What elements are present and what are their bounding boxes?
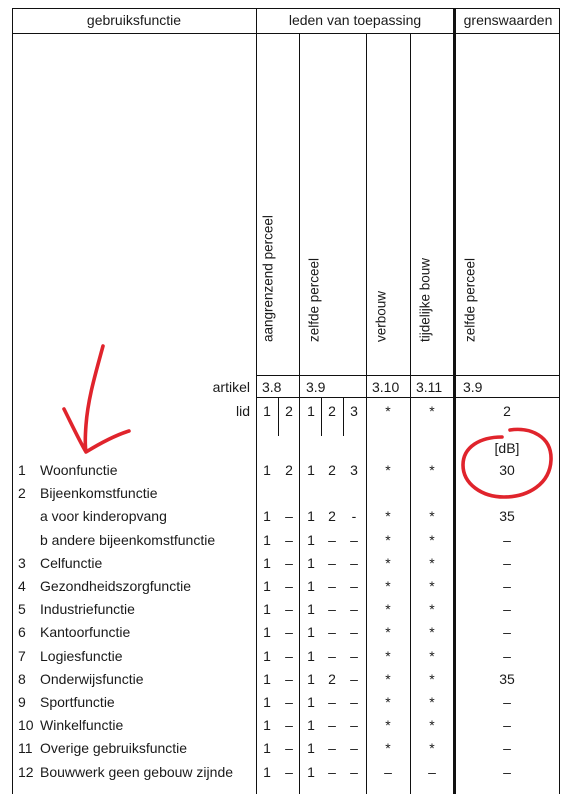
rule-top bbox=[12, 8, 560, 9]
row-aangrenzend-2: – bbox=[285, 717, 293, 734]
vlabel-grens-zelfde-perceel: zelfde perceel bbox=[462, 257, 478, 342]
lid-label: lid bbox=[235, 403, 250, 419]
unit-db: [dB] bbox=[494, 440, 520, 456]
row-zelfde-2: – bbox=[328, 578, 336, 594]
vlabel-verbouw: verbouw bbox=[373, 290, 389, 342]
row-number: 3 bbox=[18, 554, 26, 571]
row-grenswaarde: – bbox=[503, 647, 511, 664]
lid-z2: 2 bbox=[328, 403, 336, 419]
artikel-3-9-grens: 3.9 bbox=[463, 379, 483, 395]
row-zelfde-3: – bbox=[350, 554, 358, 571]
row-tijdelijk: * bbox=[429, 624, 435, 641]
row-number: 10 bbox=[18, 717, 34, 734]
row-zelfde-1: 1 bbox=[307, 763, 315, 780]
row-zelfde-3: – bbox=[350, 763, 358, 780]
rule-lid-a bbox=[278, 398, 279, 436]
row-aangrenzend-2: – bbox=[285, 670, 293, 687]
row-name: Industriefunctie bbox=[40, 601, 135, 618]
row-zelfde-2: – bbox=[328, 647, 336, 664]
row-zelfde-2: – bbox=[328, 531, 336, 548]
row-name: Bijeenkomstfunctie bbox=[40, 485, 158, 502]
rule-col1-right bbox=[256, 8, 257, 794]
row-aangrenzend-1: 1 bbox=[263, 554, 271, 571]
row-zelfde-3: – bbox=[350, 578, 358, 594]
row-aangrenzend-2: – bbox=[285, 531, 293, 548]
row-tijdelijk: * bbox=[429, 740, 435, 757]
row-name: b andere bijeenkomstfunctie bbox=[40, 531, 216, 548]
row-tijdelijk: * bbox=[429, 578, 435, 594]
row-name: Winkelfunctie bbox=[40, 717, 124, 734]
rule-artikel-bottom bbox=[257, 397, 560, 398]
row-zelfde-1: 1 bbox=[307, 578, 315, 594]
row-grenswaarde: – bbox=[503, 763, 511, 780]
row-tijdelijk: * bbox=[429, 647, 435, 664]
rule-zelfde-right bbox=[366, 34, 367, 794]
row-number: 12 bbox=[18, 763, 34, 780]
row-zelfde-1: 1 bbox=[307, 601, 315, 618]
row-aangrenzend-2: – bbox=[285, 694, 293, 710]
row-verbouw: * bbox=[385, 578, 391, 594]
row-tijdelijk: * bbox=[429, 462, 435, 478]
row-zelfde-3: - bbox=[351, 508, 357, 525]
header-leden-van-toepassing: leden van toepassing bbox=[288, 12, 422, 28]
row-tijdelijk: * bbox=[429, 670, 435, 687]
artikel-3-9: 3.9 bbox=[306, 379, 326, 395]
row-verbouw: * bbox=[385, 462, 391, 478]
lid-tijdelijk: * bbox=[429, 403, 435, 419]
row-tijdelijk: * bbox=[429, 508, 435, 525]
row-number: 1 bbox=[18, 462, 26, 478]
row-verbouw: * bbox=[385, 647, 391, 664]
row-zelfde-3: 3 bbox=[350, 462, 358, 478]
row-zelfde-1: 1 bbox=[307, 670, 315, 687]
artikel-3-10: 3.10 bbox=[372, 379, 400, 395]
row-zelfde-3: – bbox=[350, 647, 358, 664]
row-aangrenzend-2: – bbox=[285, 740, 293, 757]
lid-verbouw: * bbox=[385, 403, 391, 419]
row-aangrenzend-2: – bbox=[285, 601, 293, 618]
row-grenswaarde: – bbox=[503, 624, 511, 641]
row-number: 5 bbox=[18, 601, 26, 618]
lid-a1: 1 bbox=[263, 403, 271, 419]
row-verbouw: * bbox=[385, 508, 391, 525]
header-gebruiksfunctie: gebruiksfunctie bbox=[86, 12, 182, 28]
row-verbouw: * bbox=[385, 554, 391, 571]
row-zelfde-1: 1 bbox=[307, 554, 315, 571]
row-grenswaarde: – bbox=[503, 740, 511, 757]
row-aangrenzend-1: 1 bbox=[263, 717, 271, 734]
row-aangrenzend-2: – bbox=[285, 578, 293, 594]
row-aangrenzend-1: 1 bbox=[263, 578, 271, 594]
row-zelfde-1: 1 bbox=[307, 624, 315, 641]
lid-z3: 3 bbox=[350, 403, 358, 419]
row-grenswaarde: – bbox=[503, 578, 511, 594]
row-zelfde-3: – bbox=[350, 531, 358, 548]
rule-verbouw-right bbox=[410, 34, 411, 794]
artikel-3-11: 3.11 bbox=[416, 379, 443, 395]
row-tijdelijk: – bbox=[428, 763, 436, 780]
row-aangrenzend-1: 1 bbox=[263, 624, 271, 641]
row-zelfde-1: 1 bbox=[307, 740, 315, 757]
row-aangrenzend-2: – bbox=[285, 647, 293, 664]
row-verbouw: * bbox=[385, 717, 391, 734]
row-tijdelijk: * bbox=[429, 531, 435, 548]
row-aangrenzend-2: 2 bbox=[285, 462, 293, 478]
row-verbouw: * bbox=[385, 740, 391, 757]
row-zelfde-2: – bbox=[328, 601, 336, 618]
row-zelfde-3: – bbox=[350, 624, 358, 641]
row-aangrenzend-1: 1 bbox=[263, 740, 271, 757]
red-arrow-icon bbox=[64, 346, 129, 452]
row-tijdelijk: * bbox=[429, 717, 435, 734]
row-zelfde-2: – bbox=[328, 554, 336, 571]
rule-col2-right bbox=[453, 8, 456, 794]
lid-grens: 2 bbox=[503, 403, 511, 419]
row-name: Overige gebruiksfunctie bbox=[40, 740, 188, 757]
row-number: 9 bbox=[18, 694, 26, 710]
row-verbouw: * bbox=[385, 601, 391, 618]
row-zelfde-2: – bbox=[328, 624, 336, 641]
row-zelfde-3: – bbox=[350, 670, 358, 687]
row-number: 4 bbox=[18, 578, 26, 594]
rule-right bbox=[559, 8, 560, 794]
row-aangrenzend-1: 1 bbox=[263, 670, 271, 687]
row-zelfde-2: – bbox=[328, 763, 336, 780]
row-grenswaarde: 35 bbox=[499, 508, 515, 525]
lid-a2: 2 bbox=[285, 403, 293, 419]
lid-z1: 1 bbox=[307, 403, 315, 419]
row-number: 11 bbox=[18, 740, 33, 757]
rule-lid-z2 bbox=[343, 398, 344, 436]
row-zelfde-2: 2 bbox=[328, 462, 336, 478]
row-zelfde-3: – bbox=[350, 717, 358, 734]
row-number: 8 bbox=[18, 670, 26, 687]
row-zelfde-2: – bbox=[328, 694, 336, 710]
row-grenswaarde: 35 bbox=[499, 670, 515, 687]
row-zelfde-1: 1 bbox=[307, 531, 315, 548]
row-aangrenzend-2: – bbox=[285, 554, 293, 571]
row-zelfde-3: – bbox=[350, 601, 358, 618]
vlabel-zelfde-perceel: zelfde perceel bbox=[306, 257, 322, 342]
row-aangrenzend-2: – bbox=[285, 624, 293, 641]
row-name: Logiesfunctie bbox=[40, 647, 123, 664]
row-aangrenzend-1: 1 bbox=[263, 508, 271, 525]
row-zelfde-1: 1 bbox=[307, 462, 315, 478]
row-name: a voor kinderopvang bbox=[40, 508, 167, 525]
row-verbouw: – bbox=[384, 763, 392, 780]
row-name: Woonfunctie bbox=[40, 462, 118, 478]
row-zelfde-2: – bbox=[328, 740, 336, 757]
row-zelfde-1: 1 bbox=[307, 694, 315, 710]
vlabel-aangrenzend-perceel: aangrenzend perceel bbox=[260, 215, 276, 342]
row-aangrenzend-2: – bbox=[285, 508, 293, 525]
row-name: Onderwijsfunctie bbox=[40, 670, 144, 687]
row-tijdelijk: * bbox=[429, 694, 435, 710]
header-grenswaarden: grenswaarden bbox=[463, 12, 553, 28]
rule-header-bottom bbox=[12, 33, 560, 34]
row-zelfde-2: 2 bbox=[328, 670, 336, 687]
row-verbouw: * bbox=[385, 670, 391, 687]
row-grenswaarde: – bbox=[503, 717, 511, 734]
row-zelfde-1: 1 bbox=[307, 717, 315, 734]
artikel-label: artikel bbox=[212, 379, 250, 395]
row-grenswaarde: 30 bbox=[499, 462, 515, 478]
row-aangrenzend-2: – bbox=[285, 763, 293, 780]
vlabel-tijdelijke-bouw: tijdelijke bouw bbox=[417, 257, 433, 342]
row-zelfde-3: – bbox=[350, 694, 358, 710]
row-verbouw: * bbox=[385, 694, 391, 710]
row-aangrenzend-1: 1 bbox=[263, 694, 271, 710]
row-zelfde-1: 1 bbox=[307, 508, 315, 525]
rule-aangrenzend-right bbox=[299, 34, 300, 794]
row-name: Gezondheidszorgfunctie bbox=[40, 578, 191, 594]
row-aangrenzend-1: 1 bbox=[263, 647, 271, 664]
artikel-3-8: 3.8 bbox=[262, 379, 282, 395]
row-aangrenzend-1: 1 bbox=[263, 462, 271, 478]
row-verbouw: * bbox=[385, 531, 391, 548]
row-zelfde-2: – bbox=[328, 717, 336, 734]
rule-lid-z1 bbox=[321, 398, 322, 436]
row-aangrenzend-1: 1 bbox=[263, 763, 271, 780]
rule-artikel-top bbox=[257, 375, 560, 376]
row-grenswaarde: – bbox=[503, 694, 511, 710]
row-name: Bouwwerk geen gebouw zijnde bbox=[40, 763, 234, 780]
row-aangrenzend-1: 1 bbox=[263, 601, 271, 618]
row-zelfde-1: 1 bbox=[307, 647, 315, 664]
row-name: Sportfunctie bbox=[40, 694, 115, 710]
row-zelfde-3: – bbox=[350, 740, 358, 757]
row-tijdelijk: * bbox=[429, 554, 435, 571]
row-tijdelijk: * bbox=[429, 601, 435, 618]
row-grenswaarde: – bbox=[503, 554, 511, 571]
row-number: 6 bbox=[18, 624, 26, 641]
row-zelfde-2: 2 bbox=[328, 508, 336, 525]
row-verbouw: * bbox=[385, 624, 391, 641]
row-name: Kantoorfunctie bbox=[40, 624, 131, 641]
row-number: 2 bbox=[18, 485, 26, 502]
row-aangrenzend-1: 1 bbox=[263, 531, 271, 548]
rule-left bbox=[12, 8, 13, 794]
row-number: 7 bbox=[18, 647, 26, 664]
row-grenswaarde: – bbox=[503, 601, 511, 618]
row-grenswaarde: – bbox=[503, 531, 511, 548]
row-name: Celfunctie bbox=[40, 554, 103, 571]
